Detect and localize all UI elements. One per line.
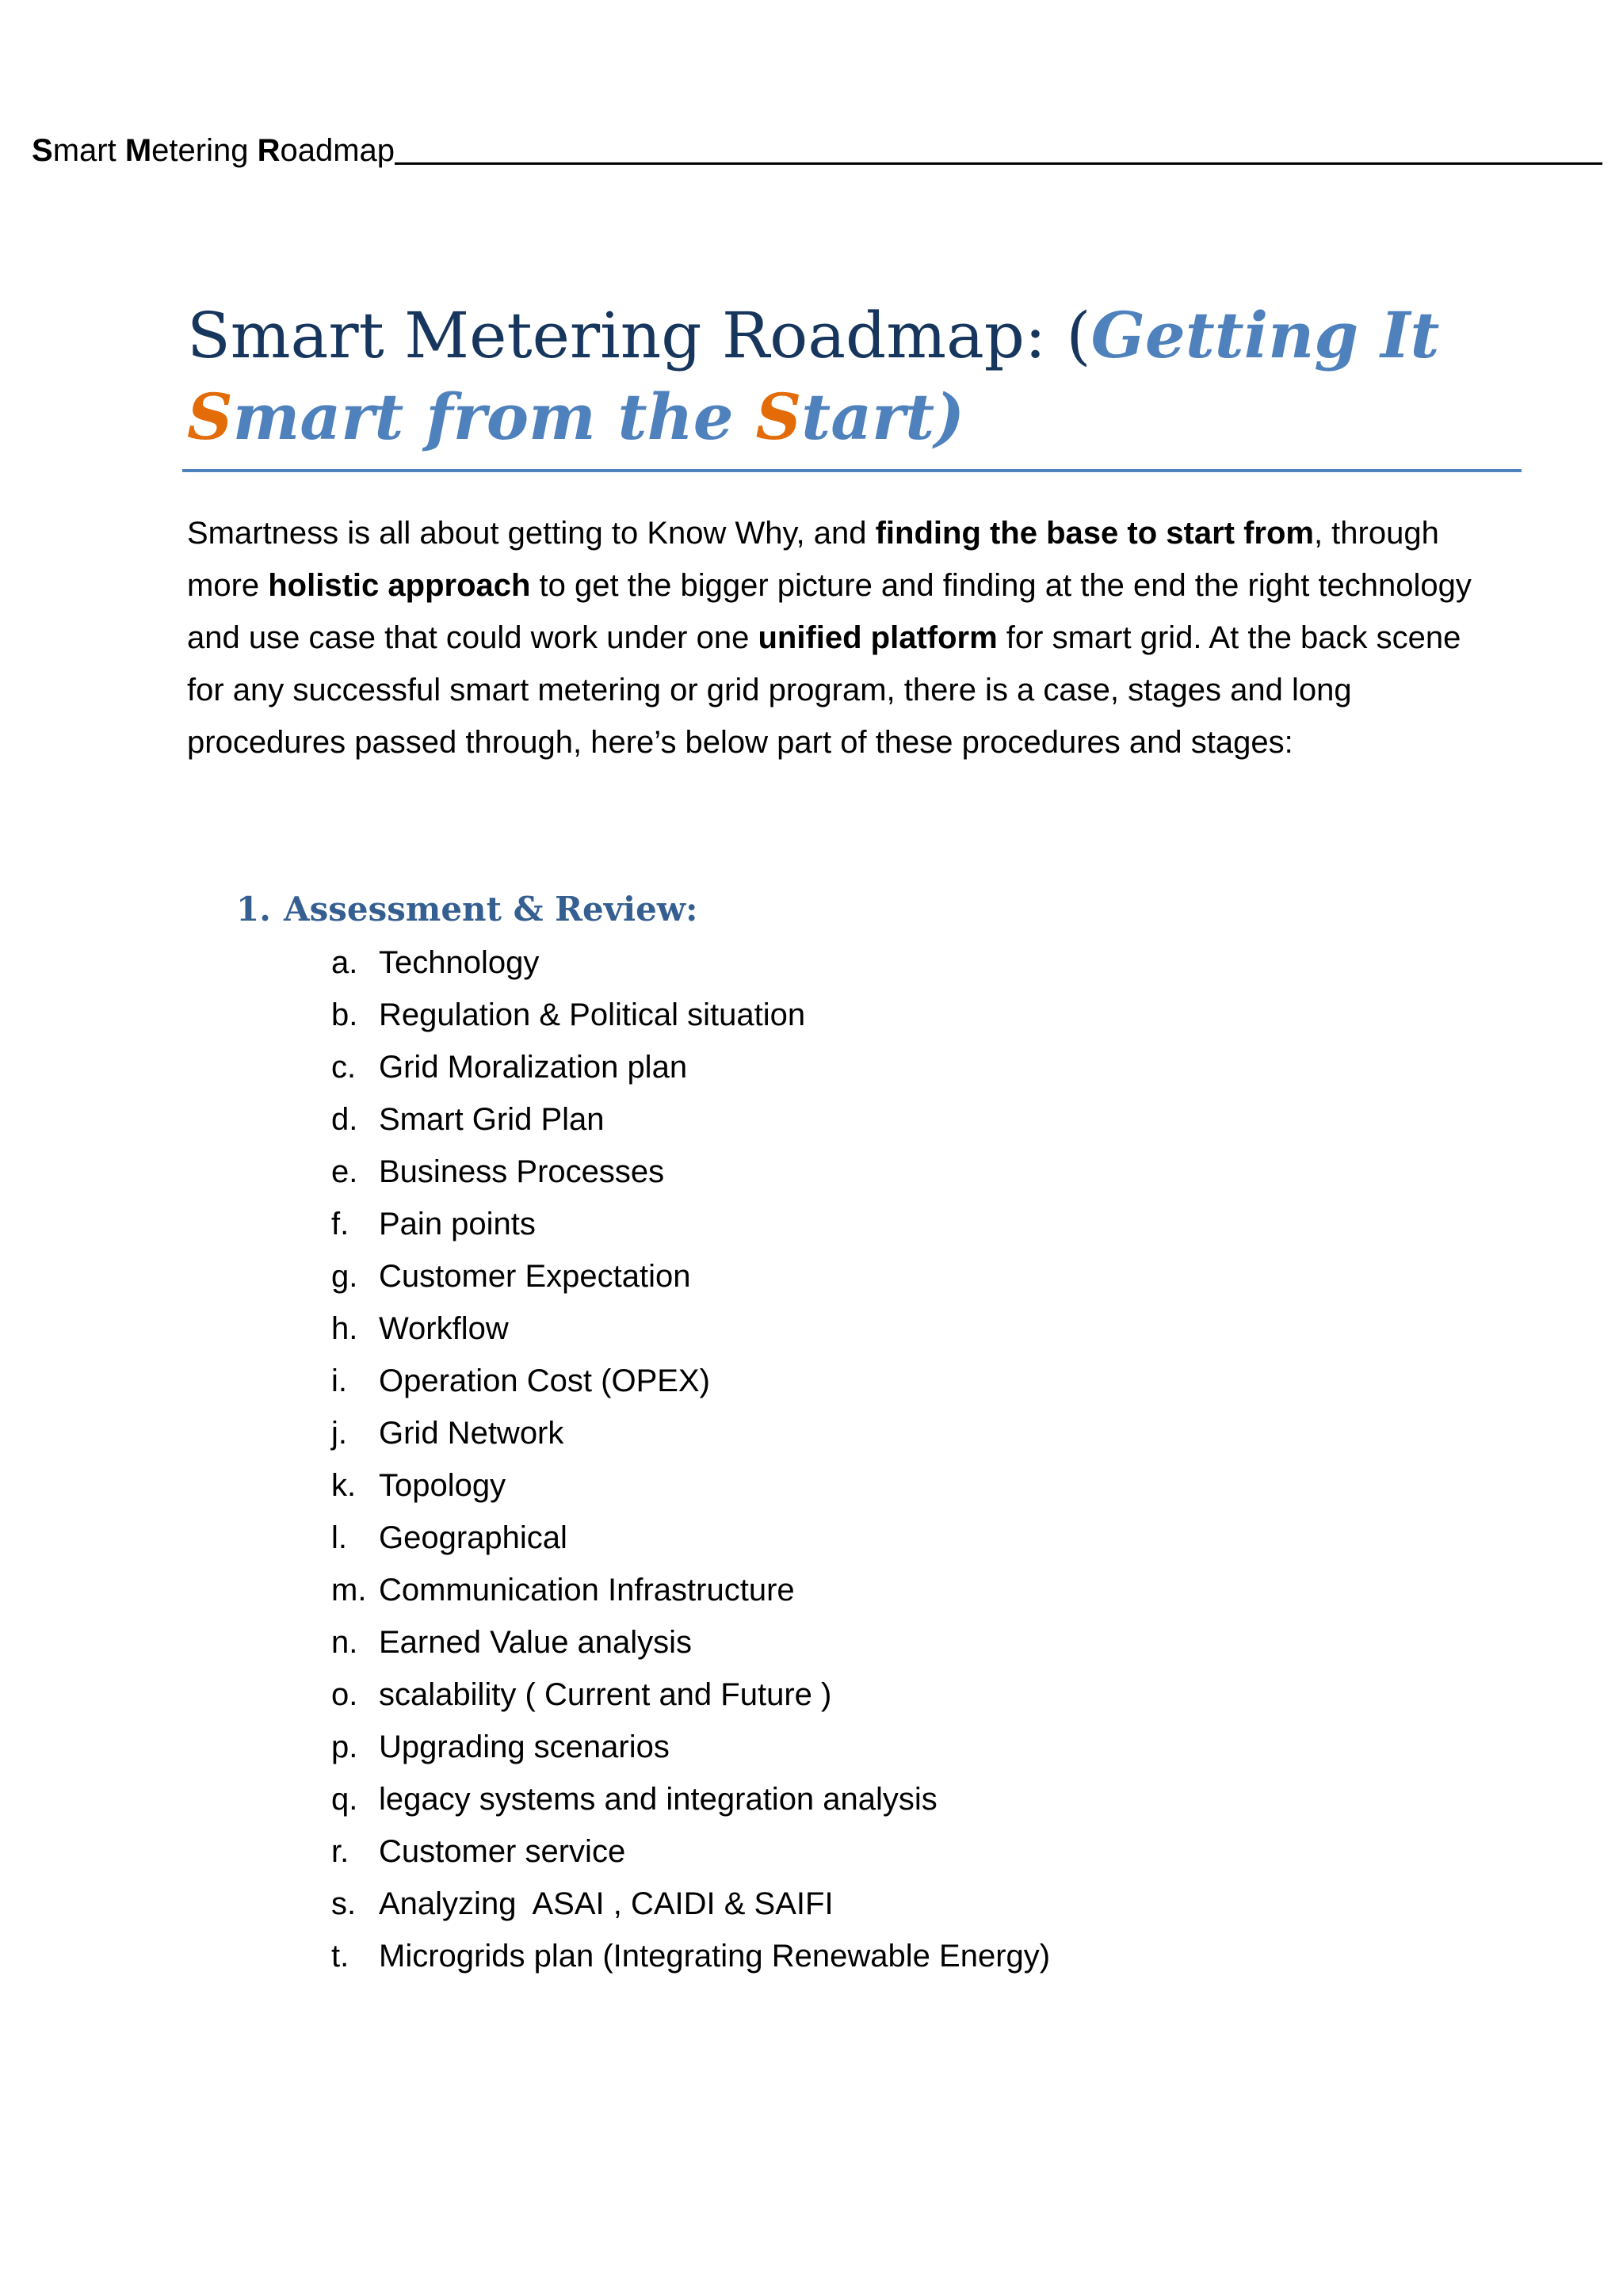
document-title: Smart Metering Roadmap: (Getting It Smart from the Start) xyxy=(187,298,1440,454)
list-item-text: Analyzing ASAI , CAIDI & SAIFI xyxy=(379,1886,834,1921)
list-marker: l. xyxy=(331,1520,347,1555)
list-marker: g. xyxy=(331,1259,358,1294)
list-marker: d. xyxy=(331,1102,358,1137)
list-item-text: Earned Value analysis xyxy=(379,1625,693,1660)
section-number: 1. xyxy=(236,890,271,929)
list-marker: b. xyxy=(331,997,358,1032)
list-item xyxy=(331,1146,1050,1198)
list-marker: h. xyxy=(331,1311,358,1346)
section-title: Assessment & Review: xyxy=(284,890,698,929)
list-item xyxy=(331,1459,1050,1512)
list-item xyxy=(331,1825,1050,1878)
section-heading xyxy=(236,886,698,933)
intro-paragraph: Smartness is all about getting to Know Why, and finding the base to start from, through more holistic approach to get the bigger picture and finding at the end the right technology and use case that could work under one unified platform for smart grid. At the back scene for any successful smart metering or grid program, there is a case, stages and long procedures passed through, here’s below part of these procedures and stages: xyxy=(187,516,1472,760)
list-item-text: Business Processes xyxy=(379,1154,665,1189)
list-item xyxy=(331,1407,1050,1459)
list-item xyxy=(331,1302,1050,1355)
list-item-text: Microgrids plan (Integrating Renewable Energy) xyxy=(379,1939,1051,1974)
list-marker: r. xyxy=(331,1834,349,1869)
list-item xyxy=(331,1930,1050,1982)
list-marker: c. xyxy=(331,1050,357,1085)
list-item-text: Workflow xyxy=(379,1311,509,1346)
list-marker: m. xyxy=(331,1573,367,1608)
list-item-text: Operation Cost (OPEX) xyxy=(379,1363,710,1398)
list-item-text: Upgrading scenarios xyxy=(379,1730,670,1764)
running-header xyxy=(32,124,1602,171)
list-item-text: Grid Network xyxy=(379,1416,564,1451)
list-item xyxy=(331,989,1050,1041)
list-item-text: Regulation & Political situation xyxy=(379,997,806,1032)
list-item-text: scalability ( Current and Future ) xyxy=(379,1677,832,1712)
list-item-text: Geographical xyxy=(379,1520,567,1555)
list-marker: n. xyxy=(331,1625,358,1660)
list-marker: o. xyxy=(331,1677,358,1712)
list-item-text: Grid Moralization plan xyxy=(379,1050,688,1085)
title-underline xyxy=(182,469,1522,472)
list-item xyxy=(331,1721,1050,1773)
list-marker: t. xyxy=(331,1939,349,1974)
list-item-text: Topology xyxy=(379,1468,506,1503)
list-item-text: Pain points xyxy=(379,1207,536,1241)
list-item xyxy=(331,1041,1050,1093)
list-item xyxy=(331,1093,1050,1146)
list-marker: f. xyxy=(331,1207,349,1241)
list-marker: a. xyxy=(331,945,358,980)
list-marker: s. xyxy=(331,1886,357,1921)
list-marker: k. xyxy=(331,1468,357,1503)
list-item xyxy=(331,1564,1050,1616)
list-item-text: Smart Grid Plan xyxy=(379,1102,605,1137)
list-item xyxy=(331,1616,1050,1669)
list-marker: i. xyxy=(331,1363,347,1398)
list-item-text: Customer service xyxy=(379,1834,626,1869)
assessment-list xyxy=(331,936,1050,1982)
running-header-title: Smart Metering Roadmap xyxy=(32,133,395,168)
list-item xyxy=(331,1773,1050,1825)
list-marker: j. xyxy=(331,1416,347,1451)
list-marker: p. xyxy=(331,1730,358,1764)
list-item xyxy=(331,1512,1050,1564)
list-item-text: Customer Expectation xyxy=(379,1259,691,1294)
list-item-text: legacy systems and integration analysis xyxy=(379,1782,938,1817)
list-item xyxy=(331,1198,1050,1250)
list-item-text: Technology xyxy=(379,945,540,980)
list-marker: q. xyxy=(331,1782,358,1817)
title-emphasis: Getting It Smart from the Start) xyxy=(187,298,1440,454)
list-item xyxy=(331,1878,1050,1930)
running-header-rule xyxy=(395,162,1602,165)
list-marker: e. xyxy=(331,1154,358,1189)
list-item xyxy=(331,1355,1050,1407)
list-item xyxy=(331,936,1050,989)
list-item xyxy=(331,1669,1050,1721)
list-item-text: Communication Infrastructure xyxy=(379,1573,795,1608)
list-item xyxy=(331,1250,1050,1302)
